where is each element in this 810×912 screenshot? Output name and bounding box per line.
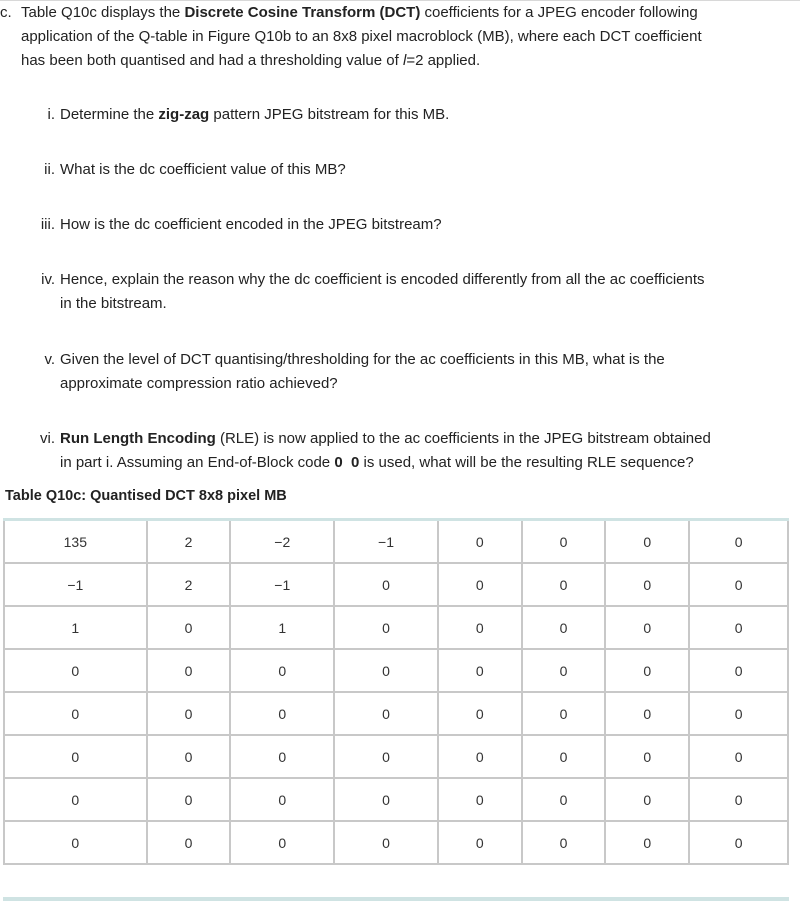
table-cell: 0 <box>438 563 522 606</box>
table-row <box>4 821 788 864</box>
table-cell: 2 <box>147 520 231 564</box>
table-cell: 1 <box>4 606 147 649</box>
table-cell: 0 <box>605 649 689 692</box>
table-cell: 0 <box>230 778 334 821</box>
table-cell: 0 <box>605 520 689 564</box>
table-cell: 0 <box>334 606 438 649</box>
table-caption: Table Q10c: Quantised DCT 8x8 pixel MB <box>5 488 287 504</box>
table-cell: 0 <box>522 606 606 649</box>
table-row <box>4 520 788 564</box>
table-cell: 0 <box>334 649 438 692</box>
table-cell: 0 <box>522 692 606 735</box>
table-cell: 0 <box>522 821 606 864</box>
table-cell: 0 <box>522 520 606 564</box>
table-cell: 0 <box>147 735 231 778</box>
table-cell: 0 <box>4 735 147 778</box>
table-cell: 0 <box>4 778 147 821</box>
dct-coefficient-table <box>3 518 789 865</box>
table-cell: 0 <box>438 692 522 735</box>
table-cell: 0 <box>605 563 689 606</box>
table-bottom-bar <box>3 897 789 901</box>
table-cell: 0 <box>147 778 231 821</box>
table-cell: 0 <box>522 649 606 692</box>
table-cell: 0 <box>4 821 147 864</box>
table-cell: 0 <box>438 649 522 692</box>
question-v: v. Given the level of DCT quantising/thresholding for the ac coefficients in this MB, what is the approximate compression ratio achieved? <box>44 351 665 392</box>
table-cell: −1 <box>230 563 334 606</box>
table-cell: 0 <box>334 821 438 864</box>
table-cell: 0 <box>689 778 788 821</box>
question-iv: iv. Hence, explain the reason why the dc coefficient is encoded differently from all the ac coefficients in the bitstream. <box>41 271 705 312</box>
table-cell: 0 <box>230 735 334 778</box>
table-cell: 0 <box>605 606 689 649</box>
part-label: c. <box>0 4 12 21</box>
table-cell: 0 <box>605 821 689 864</box>
table-row <box>4 692 788 735</box>
table-cell: 0 <box>334 692 438 735</box>
table-cell: 0 <box>147 692 231 735</box>
table-cell: 0 <box>522 735 606 778</box>
table-cell: −1 <box>334 520 438 564</box>
table-cell: 0 <box>522 563 606 606</box>
question-vi: vi. Run Length Encoding (RLE) is now applied to the ac coefficients in the JPEG bitstream obtained in part i. Assuming an End-of-Block code 0 0 is used, what will be the resulting RLE sequence? <box>40 430 711 471</box>
table-row <box>4 778 788 821</box>
table-cell: 0 <box>147 821 231 864</box>
table-cell: 0 <box>334 735 438 778</box>
table-cell: 0 <box>4 649 147 692</box>
table-cell: 0 <box>230 821 334 864</box>
table-row <box>4 735 788 778</box>
table-cell: 0 <box>230 649 334 692</box>
table-cell: 0 <box>605 692 689 735</box>
table-cell: 0 <box>689 520 788 564</box>
table-cell: 0 <box>438 606 522 649</box>
table-cell: −2 <box>230 520 334 564</box>
intro-paragraph: c. Table Q10c displays the Discrete Cosine Transform (DCT) coefficients for a JPEG encoder following application of the Q-table in Figure Q10b to an 8x8 pixel macroblock (MB), where each DCT coefficient has been both quantised and had a thresholding value of l=2 applied. <box>0 1 790 73</box>
table-cell: 0 <box>522 778 606 821</box>
table-cell: 0 <box>605 735 689 778</box>
table-row <box>4 649 788 692</box>
table-cell: 0 <box>4 692 147 735</box>
question-i: i. Determine the zig-zag pattern JPEG bitstream for this MB. <box>47 106 450 123</box>
table-cell: 0 <box>147 649 231 692</box>
table-cell: 0 <box>438 735 522 778</box>
table-cell: 0 <box>230 692 334 735</box>
table-row <box>4 563 788 606</box>
table-cell: 0 <box>147 606 231 649</box>
table-cell: 0 <box>689 735 788 778</box>
table-cell: 0 <box>334 563 438 606</box>
table-cell: 2 <box>147 563 231 606</box>
table-cell: 0 <box>689 821 788 864</box>
table-cell: 0 <box>438 778 522 821</box>
table-cell: −1 <box>4 563 147 606</box>
question-ii: ii. What is the dc coefficient value of this MB? <box>44 161 346 178</box>
table-cell: 1 <box>230 606 334 649</box>
table-cell: 0 <box>438 821 522 864</box>
question-iii: iii. How is the dc coefficient encoded in the JPEG bitstream? <box>40 216 442 233</box>
table-cell: 0 <box>605 778 689 821</box>
table-cell: 0 <box>438 520 522 564</box>
table-cell: 0 <box>689 649 788 692</box>
table-cell: 0 <box>689 692 788 735</box>
table-cell: 135 <box>4 520 147 564</box>
table-cell: 0 <box>689 606 788 649</box>
table-cell: 0 <box>689 563 788 606</box>
table-row <box>4 606 788 649</box>
table-cell: 0 <box>334 778 438 821</box>
